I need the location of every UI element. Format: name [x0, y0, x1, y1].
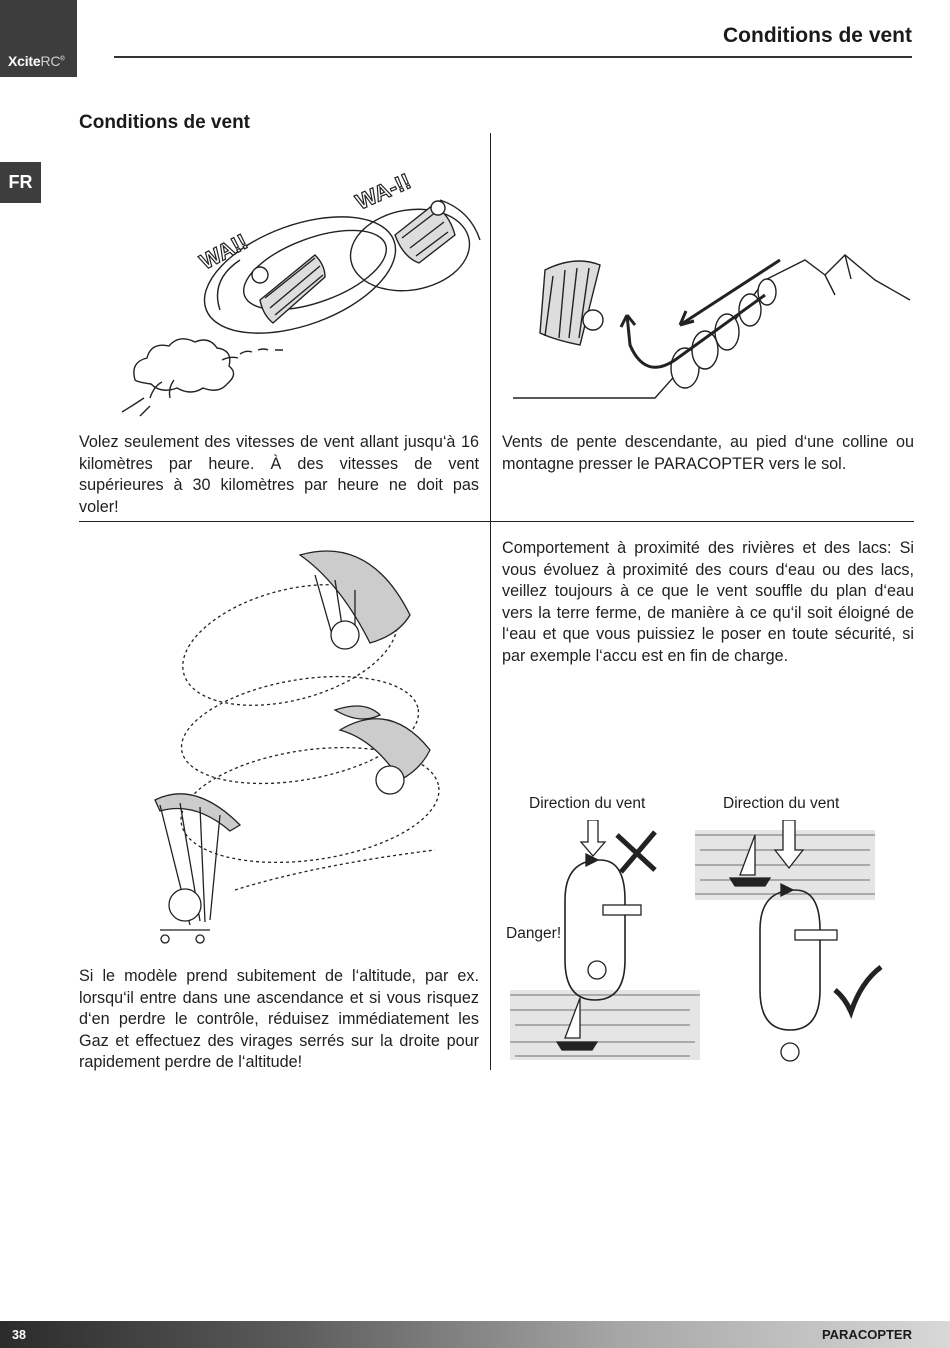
gust-illustration	[110, 160, 490, 425]
danger-label: Danger!	[506, 925, 562, 942]
wind-direction-label-right: Direction du vent	[723, 795, 840, 812]
language-tab: FR	[0, 162, 41, 203]
row-divider	[79, 521, 914, 522]
brand-logo	[0, 0, 77, 77]
wind-direction-label-left: Direction du vent	[529, 795, 646, 812]
column-divider	[490, 133, 491, 1070]
slope-wind-paragraph: Vents de pente descendante, au pied d‘une colline ou montagne presser le PARACOPTER vers le sol.	[502, 433, 914, 473]
page-number: 38	[12, 1328, 26, 1342]
footer-bar	[0, 1321, 950, 1348]
gust-shout-2: WA-!!	[351, 168, 415, 215]
river-lake-illustration	[505, 820, 915, 1070]
slope-wind-illustration	[505, 240, 915, 405]
gust-shout-1: WA!!	[195, 228, 252, 275]
rivers-lakes-paragraph: Comportement à proximité des rivières et des lacs: Si vous évoluez à proximité des cours d‘eau ou des lacs, veillez toujours à ce que le vent souffle du plan d‘eau vers la terre ferme, de manière à ce qu‘il soit éloigné de l‘eau et que vous puissiez le poser en toute sécurité, si par exemple l‘accu est en fin de charge.	[502, 539, 914, 665]
page-header-title: Conditions de vent	[723, 24, 912, 47]
header-divider	[114, 56, 912, 58]
section-title: Conditions de vent	[79, 112, 250, 133]
spiral-descent-illustration	[140, 535, 450, 945]
brand-wordmark: XciteRC®	[8, 53, 65, 69]
altitude-paragraph: Si le modèle prend subitement de l‘altitude, par ex. lorsqu‘il entre dans une ascendance et si vous risquez d‘en perdre le contrôle, réduisez immédiatement les Gaz et effectuez des virages serrés sur la droite pour rapidement perdre de l‘altitude!	[79, 967, 479, 1071]
wind-speed-paragraph: Volez seulement des vitesses de vent allant jusqu‘à 16 kilomètres par heure. À des vitesses de vent supérieures à 30 kilomètres par heure ne doit pas voler!	[79, 433, 479, 516]
product-name: PARACOPTER	[821, 1327, 912, 1342]
